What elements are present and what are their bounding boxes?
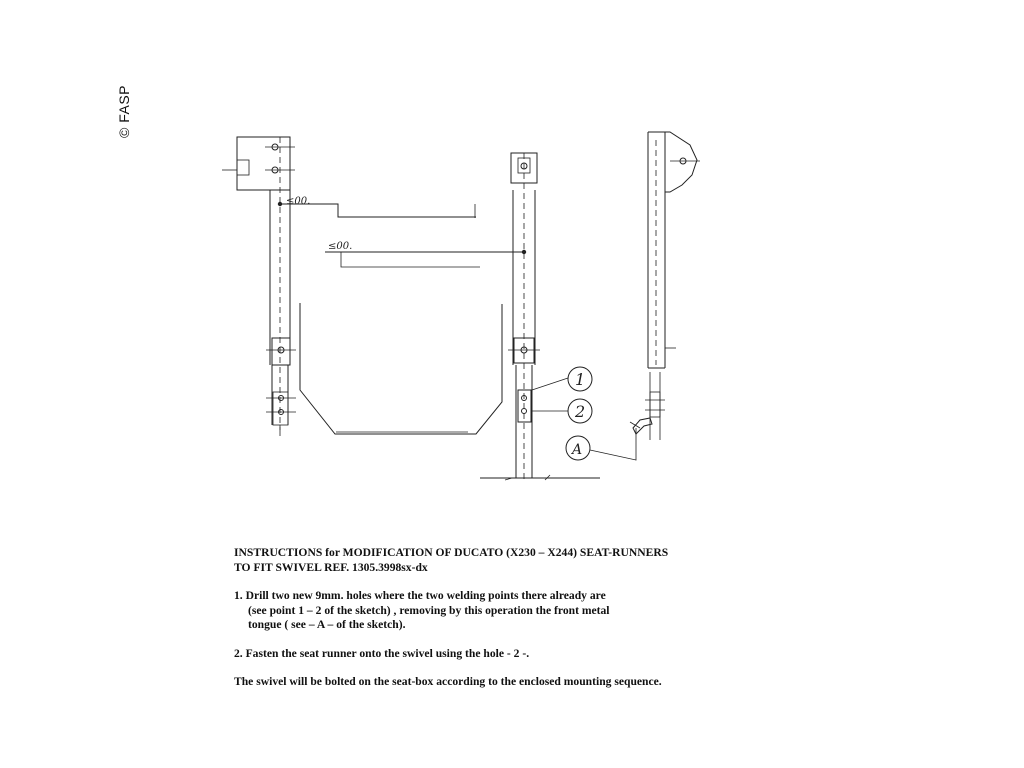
seat-box-outline [300, 303, 502, 434]
instructions-title-line1: INSTRUCTIONS for MODIFICATION OF DUCATO (X230 – X244) SEAT-RUNNERS [234, 546, 669, 559]
instructions-text [234, 546, 754, 690]
dimension-leaders [280, 196, 526, 267]
instructions-title-line2: TO FIT SWIVEL REF. 1305.3998sx-dx [234, 560, 428, 574]
dim-label-upper: ≤00. [286, 196, 311, 207]
svg-text:A: A [572, 442, 583, 458]
callout-1 [568, 367, 592, 391]
svg-text:1: 1 [575, 370, 586, 389]
dim-label-lower: ≤00. [328, 241, 353, 252]
copyright-notice: © FASP [116, 85, 132, 138]
step1-line1: 1. Drill two new 9mm. holes where the two welding points there already are [234, 589, 606, 602]
closing-note: The swivel will be bolted on the seat-box according to the enclosed mounting sequence. [234, 675, 662, 688]
callout-2 [568, 399, 592, 423]
step1-line2: (see point 1 – 2 of the sketch) , removing by this operation the front metal [248, 603, 610, 617]
right-side-view-drawing [630, 132, 700, 440]
middle-runner-drawing [480, 153, 600, 480]
step2-text: 2. Fasten the seat runner onto the swivel using the hole - 2 -. [234, 646, 530, 660]
callout-a [566, 428, 636, 460]
svg-text:2: 2 [575, 402, 586, 421]
left-runner-drawing [222, 137, 296, 436]
step1-line3: tongue ( see – A – of the sketch). [248, 618, 406, 631]
